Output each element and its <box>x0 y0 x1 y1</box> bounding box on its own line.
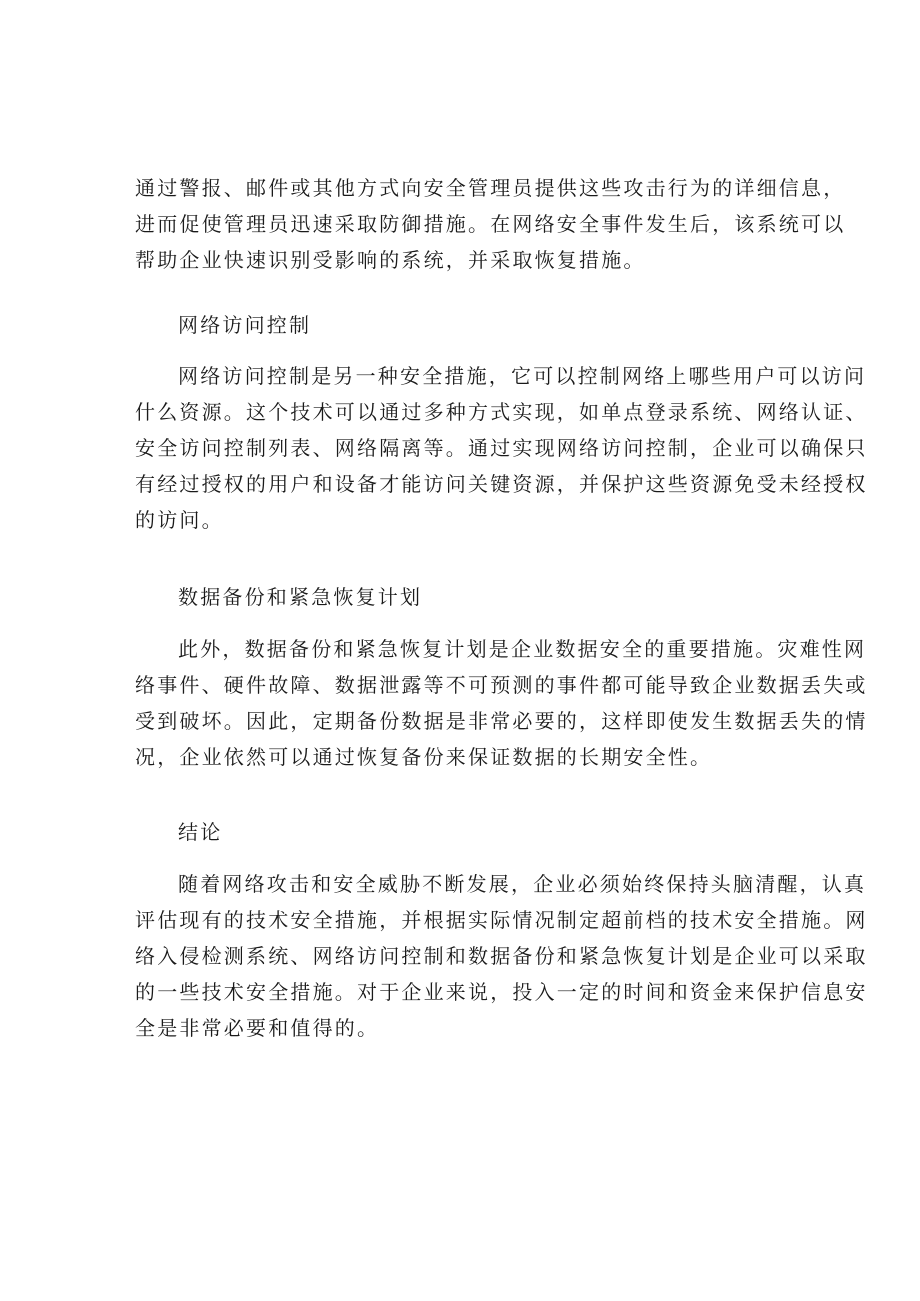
paragraph-line: 的一些技术安全措施。对于企业来说，投入一定的时间和资金来保护信息安 <box>135 980 868 1004</box>
paragraph-backup <box>135 631 868 775</box>
paragraph-line: 帮助企业快速识别受影响的系统，并采取恢复措施。 <box>135 248 646 272</box>
section-heading-conclusion: 结论 <box>178 820 223 844</box>
paragraph-line: 有经过授权的用户和设备才能访问关键资源，并保护这些资源免受未经授权 <box>135 472 868 496</box>
paragraph-access-control <box>135 358 868 538</box>
paragraph-line: 通过警报、邮件或其他方式向安全管理员提供这些攻击行为的详细信息， <box>135 176 846 200</box>
section-heading-access-control: 网络访问控制 <box>178 313 312 337</box>
paragraph-line: 随着网络攻击和安全威胁不断发展，企业必须始终保持头脑清醒，认真 <box>178 872 867 896</box>
paragraph-line: 全是非常必要和值得的。 <box>135 1016 380 1040</box>
section-heading-backup: 数据备份和紧急恢复计划 <box>178 585 423 609</box>
paragraph-line: 况，企业依然可以通过恢复备份来保证数据的长期安全性。 <box>135 745 713 769</box>
paragraph-line: 受到破坏。因此，定期备份数据是非常必要的，这样即使发生数据丢失的情 <box>135 709 868 733</box>
paragraph-line: 进而促使管理员迅速采取防御措施。在网络安全事件发生后，该系统可以 <box>135 212 846 236</box>
paragraph-line: 的访问。 <box>135 508 224 532</box>
paragraph-line: 网络访问控制是另一种安全措施，它可以控制网络上哪些用户可以访问 <box>178 364 867 388</box>
paragraph-conclusion <box>135 866 868 1046</box>
paragraph-line: 络事件、硬件故障、数据泄露等不可预测的事件都可能导致企业数据丢失或 <box>135 673 868 697</box>
paragraph-intrusion-detection <box>135 170 846 278</box>
paragraph-line: 此外，数据备份和紧急恢复计划是企业数据安全的重要措施。灾难性网 <box>178 637 867 661</box>
paragraph-line: 评估现有的技术安全措施，并根据实际情况制定超前档的技术安全措施。网 <box>135 908 868 932</box>
paragraph-line: 安全访问控制列表、网络隔离等。通过实现网络访问控制，企业可以确保只 <box>135 436 868 460</box>
paragraph-line: 络入侵检测系统、网络访问控制和数据备份和紧急恢复计划是企业可以采取 <box>135 944 868 968</box>
paragraph-line: 什么资源。这个技术可以通过多种方式实现，如单点登录系统、网络认证、 <box>135 400 868 424</box>
